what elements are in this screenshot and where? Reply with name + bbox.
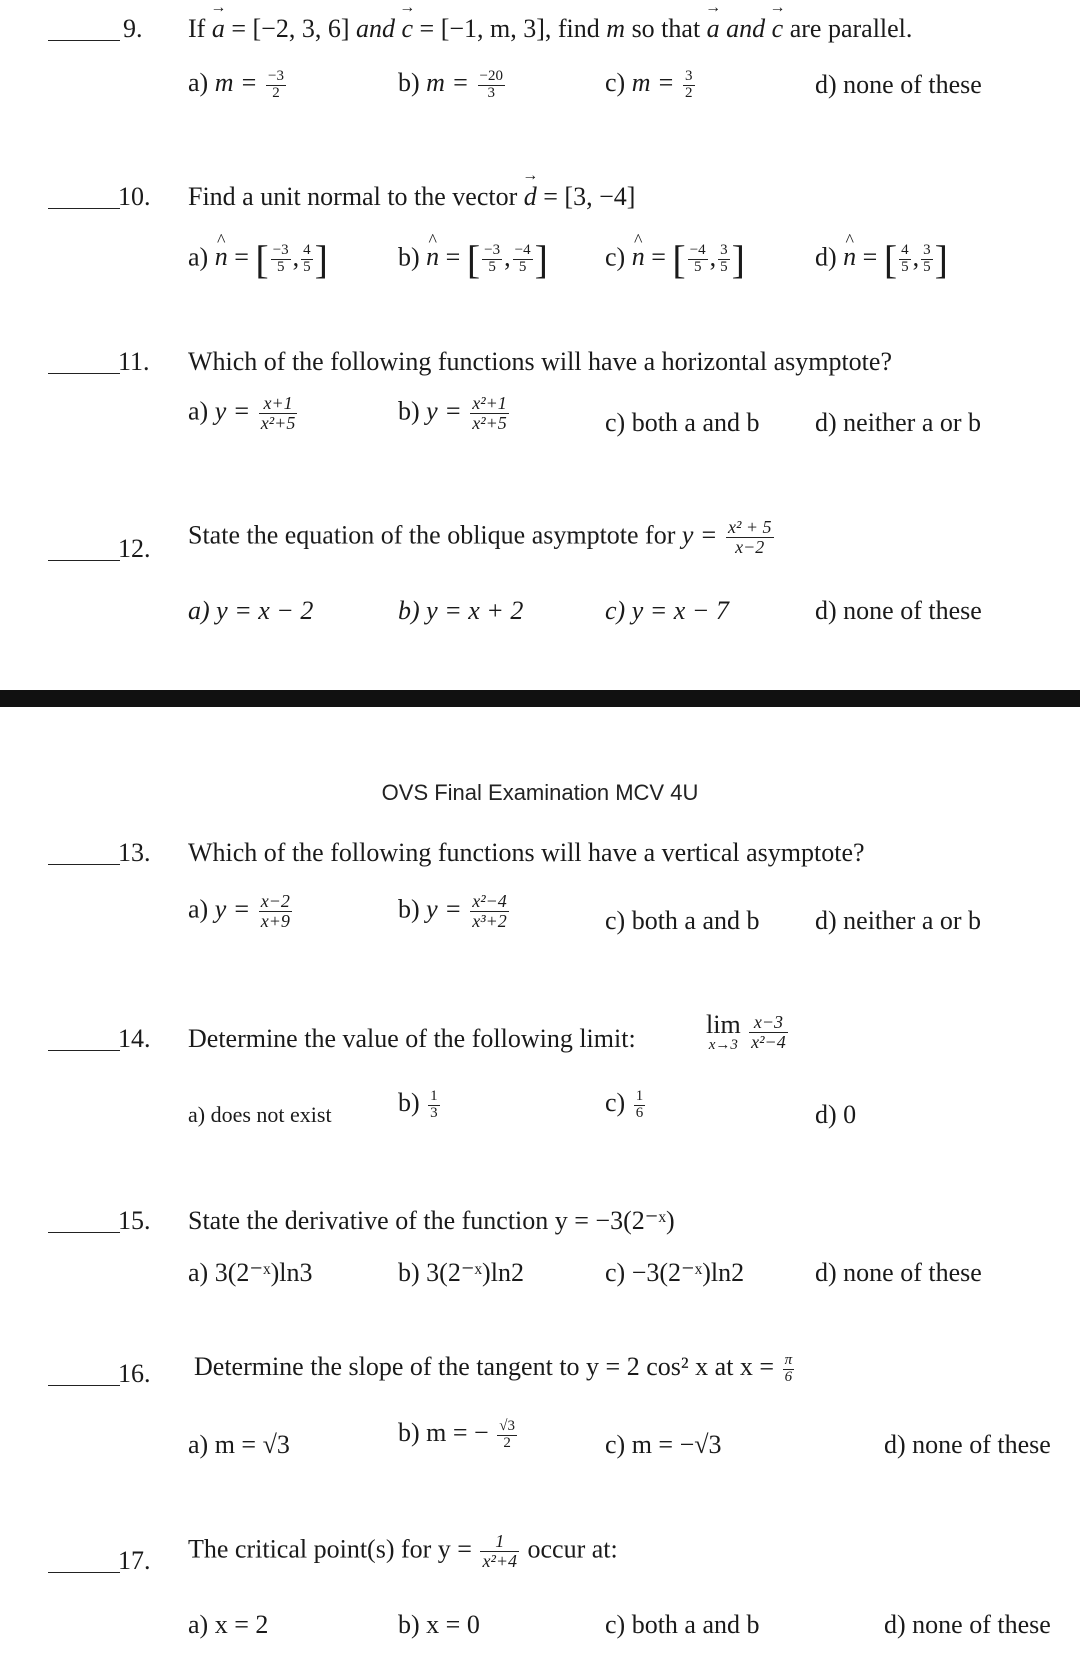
question-number-17: 17. (118, 1546, 151, 1575)
question-number-12: 12. (118, 534, 151, 563)
q12-option-b[interactable]: b) y = x + 2 (398, 596, 524, 625)
q15-option-d[interactable]: d) none of these (815, 1258, 982, 1287)
question-number-11: 11. (118, 347, 150, 376)
q9-option-d[interactable]: d) none of these (815, 70, 982, 99)
question-stem-9: If → a = [−2, 3, 6] and → c = [−1, m, 3], find m so that → a and → c are parallel. (188, 14, 912, 44)
question-number-13: 13. (118, 838, 151, 867)
q17-option-d[interactable]: d) none of these (884, 1610, 1051, 1639)
q16-option-b[interactable]: b) m = − $\frac{√3}{2}$ (398, 1417, 515, 1451)
q9-option-a[interactable]: a) m = $\frac{-3}{2}$ (188, 67, 284, 101)
answer-blank-15[interactable] (48, 1232, 120, 1233)
q12-option-c[interactable]: c) y = x − 7 (605, 596, 729, 625)
answer-blank-13[interactable] (48, 864, 120, 865)
q14-limit-expression: lim x→3 $\frac{x-3}{\text{x²−4}}$ (706, 1010, 786, 1053)
answer-blank-16[interactable] (48, 1385, 120, 1386)
q9-option-c[interactable]: c) m = $\frac{3}{2}$ (605, 67, 693, 101)
q15-option-b[interactable]: b) 3(2⁻ˣ)ln2 (398, 1258, 524, 1287)
question-stem-14: Determine the value of the following limit: (188, 1024, 636, 1053)
q11-option-a[interactable]: a) y = $\frac{x+1}{\text{x²+5}}$ (188, 393, 296, 433)
q15-option-a[interactable]: a) 3(2⁻ˣ)ln3 (188, 1258, 313, 1287)
question-stem-11: Which of the following functions will have a horizontal asymptote? (188, 347, 892, 376)
exam-header: OVS Final Examination MCV 4U (381, 780, 699, 805)
question-number-15: 15. (118, 1206, 151, 1235)
q13-option-d[interactable]: d) neither a or b (815, 906, 982, 935)
q16-option-d[interactable]: d) none of these (884, 1430, 1051, 1459)
q14-option-a[interactable]: a) does not exist (188, 1102, 332, 1127)
q17-option-c[interactable]: c) both a and b (605, 1610, 760, 1639)
q13-option-c[interactable]: c) both a and b (605, 906, 760, 935)
q16-option-c[interactable]: c) m = −√3 (605, 1430, 722, 1459)
q10-option-d[interactable]: d) ^ n = [ $\frac{4}{5}$ , $\frac{3}{5}$ ] (815, 236, 948, 283)
q10-option-c[interactable]: c) ^ n = [ $\frac{-4}{5}$ , $\frac{3}{5}$ ] (605, 236, 745, 283)
question-stem-10: Find a unit normal to the vector → d = [3, −4] (188, 182, 635, 212)
q13-option-a[interactable]: a) y = $\frac{x-2}{x+9}$ (188, 891, 290, 931)
question-number-9: 9. (123, 14, 143, 43)
question-number-16: 16. (118, 1359, 151, 1388)
answer-blank-11[interactable] (48, 373, 120, 374)
q12-option-a[interactable]: a) y = x − 2 (188, 596, 314, 625)
q16-option-a[interactable]: a) m = √3 (188, 1430, 290, 1459)
q11-option-d[interactable]: d) neither a or b (815, 408, 982, 437)
question-stem-15: State the derivative of the function y = −3(2⁻ˣ) (188, 1206, 675, 1235)
answer-blank-14[interactable] (48, 1050, 120, 1051)
q17-option-b[interactable]: b) x = 0 (398, 1610, 480, 1639)
q14-option-b[interactable]: b) $\frac{1}{3}$ (398, 1087, 438, 1121)
q10-option-b[interactable]: b) ^ n = [ $\frac{-3}{5}$ , $\frac{-4}{5}$ ] (398, 236, 548, 283)
q14-option-d[interactable]: d) 0 (815, 1100, 857, 1129)
answer-blank-9[interactable] (48, 40, 120, 41)
q10-option-a[interactable]: a) ^ n = [ $\frac{-3}{5}$ , $\frac{4}{5}$ ] (188, 236, 328, 283)
page-divider (0, 690, 1080, 707)
question-stem-12: State the equation of the oblique asymptote for y = $\frac{\text{x² + 5}}{x-2}$ (188, 517, 772, 557)
q12-option-d[interactable]: d) none of these (815, 596, 982, 625)
question-stem-16: Determine the slope of the tangent to y = 2 cos² x at x = $\frac{\pi}{6}$ (194, 1351, 793, 1385)
question-number-14: 14. (118, 1024, 151, 1053)
question-stem-13: Which of the following functions will have a vertical asymptote? (188, 838, 865, 867)
q11-option-b[interactable]: b) y = $\frac{\text{x²+1}}{\text{x²+5}}$ (398, 393, 507, 433)
answer-blank-12[interactable] (48, 560, 120, 561)
answer-blank-17[interactable] (48, 1572, 120, 1573)
q15-option-c[interactable]: c) −3(2⁻ˣ)ln2 (605, 1258, 745, 1287)
q14-option-c[interactable]: c) $\frac{1}{6}$ (605, 1087, 644, 1121)
question-stem-17: The critical point(s) for y = $\frac{1}{\text{x²+4}}$ occur at: (188, 1531, 618, 1571)
q11-option-c[interactable]: c) both a and b (605, 408, 760, 437)
q9-option-b[interactable]: b) m = $\frac{-20}{3}$ (398, 67, 503, 101)
answer-blank-10[interactable] (48, 208, 120, 209)
q13-option-b[interactable]: b) y = $\frac{\text{x²−4}}{\text{x³+2}}$ (398, 891, 507, 931)
question-number-10: 10. (118, 182, 151, 211)
q17-option-a[interactable]: a) x = 2 (188, 1610, 269, 1639)
